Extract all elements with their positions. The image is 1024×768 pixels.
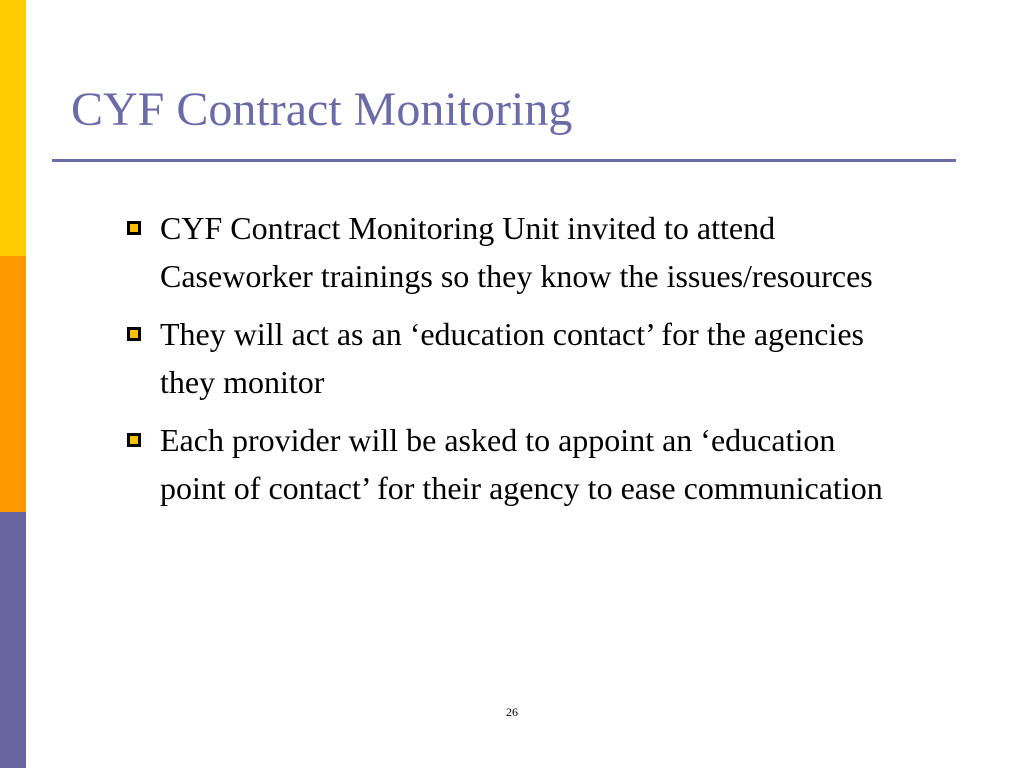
sidebar-bottom-segment [0,512,26,768]
sidebar-top-segment [0,0,26,256]
bullet-list [126,204,906,522]
slide-title: CYF Contract Monitoring [71,83,573,136]
hollow-square-icon [127,327,141,341]
bullet-text: CYF Contract Monitoring Unit invited to attend Caseworker trainings so they know the issues/resources [160,210,873,294]
bullet-text: Each provider will be asked to appoint an ‘education point of contact’ for their agency to ease communication [160,422,883,506]
hollow-square-icon [127,221,141,235]
title-divider [52,159,956,162]
bullet-item [126,310,906,406]
bullet-item [126,416,906,512]
slide-number: 26 [506,705,518,719]
hollow-square-icon [127,433,141,447]
bullet-text: They will act as an ‘education contact’ for the agencies they monitor [160,316,864,400]
sidebar-middle-segment [0,256,26,512]
bullet-item [126,204,906,300]
